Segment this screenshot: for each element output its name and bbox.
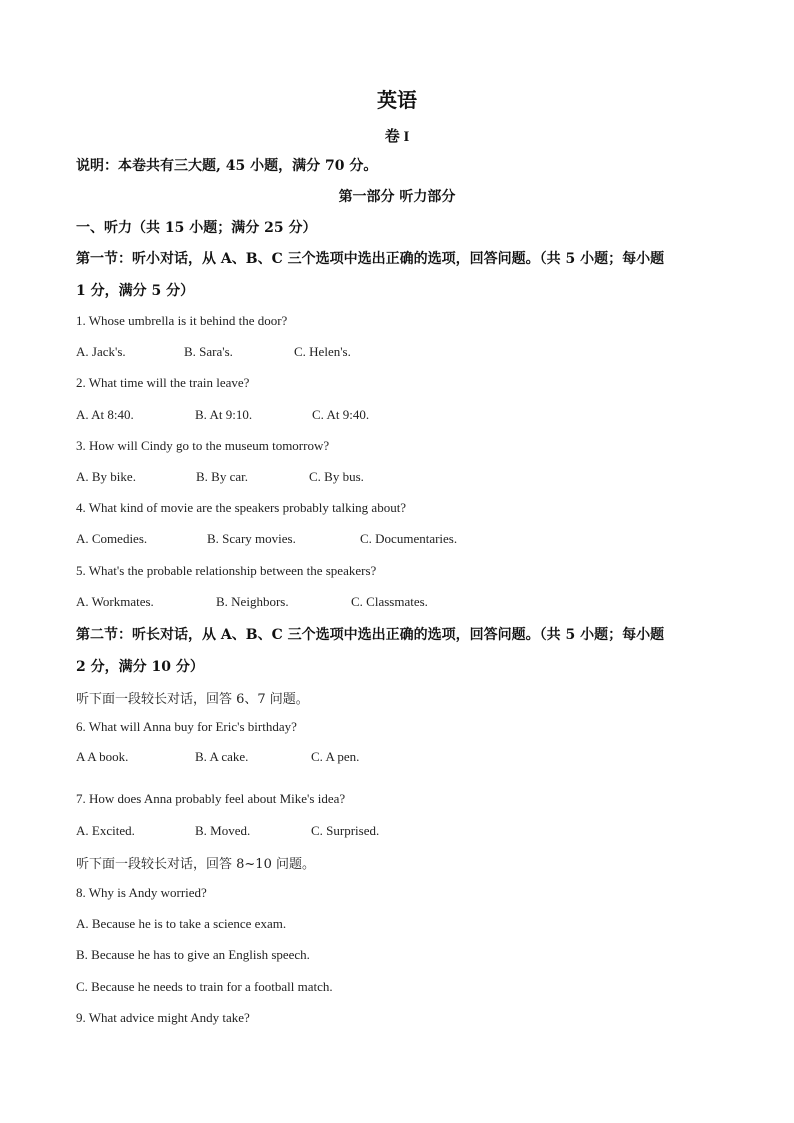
- option-3a: A. By bike.: [76, 469, 136, 484]
- question-6: 6. What will Anna buy for Eric's birthday?: [76, 719, 297, 734]
- option-5c: C. Classmates.: [351, 594, 428, 609]
- question-7: 7. How does Anna probably feel about Mike's idea?: [76, 791, 346, 806]
- section1-instruction-cont: 1 分，满分 5 分）: [76, 283, 195, 299]
- option-7a: A. Excited.: [76, 823, 135, 838]
- option-1b: B. Sara's.: [184, 344, 233, 359]
- option-3c: C. By bus.: [309, 469, 364, 484]
- question-5: 5. What's the probable relationship between the speakers?: [76, 563, 377, 578]
- dialog-1-intro: 听下面一段较长对话，回答 6、7 问题。: [76, 692, 309, 707]
- option-7c: C. Surprised.: [311, 823, 380, 838]
- volume-label: 卷 I: [384, 129, 410, 145]
- dialog-2-intro: 听下面一段较长对话，回答 8~10 问题。: [76, 857, 315, 872]
- question-4: 4. What kind of movie are the speakers probably talking about?: [76, 500, 407, 515]
- section-title: 一、听力（共 15 小题；满分 25 分）: [76, 220, 317, 236]
- exam-note: 说明：本卷共有三大题, 45 小题，满分 70 分。: [76, 158, 378, 174]
- option-8a: A. Because he is to take a science exam.: [76, 916, 287, 931]
- question-3: 3. How will Cindy go to the museum tomorrow?: [76, 438, 330, 453]
- section2-instruction-cont: 2 分，满分 10 分）: [76, 659, 204, 675]
- option-1a: A. Jack's.: [76, 344, 126, 359]
- option-8b: B. Because he has to give an English speech.: [76, 947, 310, 962]
- option-4a: A. Comedies.: [76, 531, 148, 546]
- option-3b: B. By car.: [196, 469, 248, 484]
- option-2b: B. At 9:10.: [195, 407, 253, 422]
- option-4b: B. Scary movies.: [207, 531, 296, 546]
- section2-instruction: 第二节：听长对话，从 A、B、C 三个选项中选出正确的选项，回答问题。（共 5 小题；每小题: [76, 627, 665, 643]
- section1-instruction: 第一节：听小对话，从 A、B、C 三个选项中选出正确的选项，回答问题。（共 5 小题；每小题: [76, 251, 665, 267]
- option-6c: C. A pen.: [311, 749, 360, 764]
- option-5b: B. Neighbors.: [216, 594, 289, 609]
- option-6b: B. A cake.: [195, 749, 249, 764]
- option-7b: B. Moved.: [195, 823, 251, 838]
- question-2: 2. What time will the train leave?: [76, 375, 250, 390]
- option-6a: A A book.: [76, 749, 129, 764]
- option-1c: C. Helen's.: [294, 344, 351, 359]
- question-9: 9. What advice might Andy take?: [76, 1010, 250, 1025]
- question-1: 1. Whose umbrella is it behind the door?: [76, 313, 288, 328]
- part-heading: 第一部分 听力部分: [338, 189, 456, 205]
- option-5a: A. Workmates.: [76, 594, 154, 609]
- option-2c: C. At 9:40.: [312, 407, 370, 422]
- option-4c: C. Documentaries.: [360, 531, 458, 546]
- page-title: 英语: [377, 88, 417, 112]
- option-8c: C. Because he needs to train for a football match.: [76, 979, 333, 994]
- question-8: 8. Why is Andy worried?: [76, 885, 207, 900]
- option-2a: A. At 8:40.: [76, 407, 134, 422]
